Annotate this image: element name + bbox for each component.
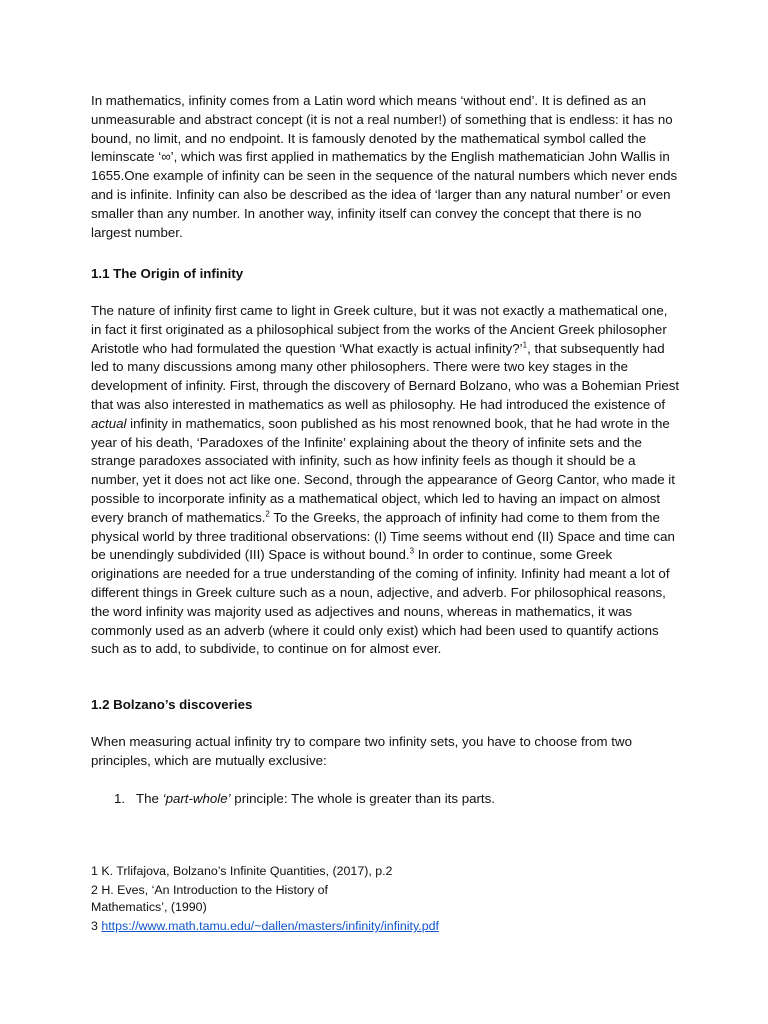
list-item-text-post: principle: The whole is greater than its parts. xyxy=(230,791,495,806)
section-heading-origin: 1.1 The Origin of infinity xyxy=(91,266,244,281)
origin-italic-actual: actual xyxy=(91,415,127,431)
list-item-number: 1. xyxy=(114,791,126,806)
list-item-italic: ‘part-whole’ xyxy=(162,791,231,806)
intro-paragraph: In mathematics, infinity comes from a Latin word which means ‘without end’. It is defined as an unmeasurable and abstract concept (it is not a real number!) of something that is endless: it has no bound, no limit, and no endpoint. It is famously denoted by the mathematical symbol called the leminscate ‘∞’, which was first applied in mathematics by the English mathematician John Wallis in 1655.One example of infinity can be seen in the sequence of the natural numbers which never ends and is infinite. Infinity can also be described as the idea of ‘larger than any natural number’ or even smaller than any number. In another way, infinity itself can convey the concept that there is no largest number. xyxy=(91,93,678,240)
footnote-3-number: 3 xyxy=(91,919,102,933)
origin-text-2: , that subsequently had led to many discussions among many other philosophers. There were two key stages in the development of infinity. First, through the discovery of Bernard Bolzano, who was a Bohemian Priest that was also interested in mathematics as well as philosophy. He had introduced the existence of xyxy=(91,340,680,412)
footnote-ref-1[interactable]: 1 xyxy=(522,340,528,350)
origin-text-3: infinity in mathematics, soon published as his most renowned book, that he had wrote in the year of his death, ‘Paradoxes of the Infinite’ explaining about the theory of infinite sets and the strange paradoxes associated with infinity, such as how infinity feels as though it should be a number, yet it does not act like one. Second, through the appearance of Georg Cantor, who made it possible to incorporate infinity as a mathematical object, which led to having an impact on almost every branch of mathematics. xyxy=(91,415,675,525)
footnote-3-link[interactable]: https://www.math.tamu.edu/~dallen/masters/infinity/infinity.pdf xyxy=(101,919,439,933)
list-item-text-pre: The xyxy=(136,791,163,806)
footnote-ref-3[interactable]: 3 xyxy=(409,546,415,556)
origin-text-1: The nature of infinity first came to light in Greek culture, but it was not exactly a mathematical one, in fact it first originated as a philosophical subject from the works of the Ancient Greek philosopher Aristotle who had formulated the question ‘What exactly is actual infinity?’ xyxy=(91,303,668,356)
footnote-3 xyxy=(91,918,439,935)
footnote-1: 1 K. Trlifajova, Bolzano’s Infinite Quantities, (2017), p.2 xyxy=(91,864,393,878)
origin-text-5: In order to continue, some Greek originations are needed for a true understanding of the coming of infinity. Infinity had meant a lot of different things in Greek culture such as a noun, adjective, and adverb. For philosophical reasons, the word infinity was majority used as adjectives and nouns, whereas in mathematics, it was commonly used as an adverb (where it could only exist) which had been used to quantify actions such as to add, to subdivide, to continue on for almost ever. xyxy=(91,547,670,657)
list-item xyxy=(114,790,495,809)
bolzano-paragraph: When measuring actual infinity try to compare two infinity sets, you have to choose from two principles, which are mutually exclusive: xyxy=(91,734,632,768)
footnote-ref-2[interactable]: 2 xyxy=(265,509,270,519)
footnote-2-line-1: 2 H. Eves, ‘An Introduction to the History of xyxy=(91,883,328,897)
footnote-2-line-2: Mathematics’, (1990) xyxy=(91,900,207,914)
origin-paragraph xyxy=(91,302,681,659)
origin-text-4: To the Greeks, the approach of infinity had come to them from the physical world by three traditional observations: (I) Time seems without end (II) Space and time can be unendingly subdivided (III) Space is without bound. xyxy=(91,509,675,563)
section-heading-bolzano: 1.2 Bolzano’s discoveries xyxy=(91,697,253,712)
footnotes xyxy=(91,863,439,937)
